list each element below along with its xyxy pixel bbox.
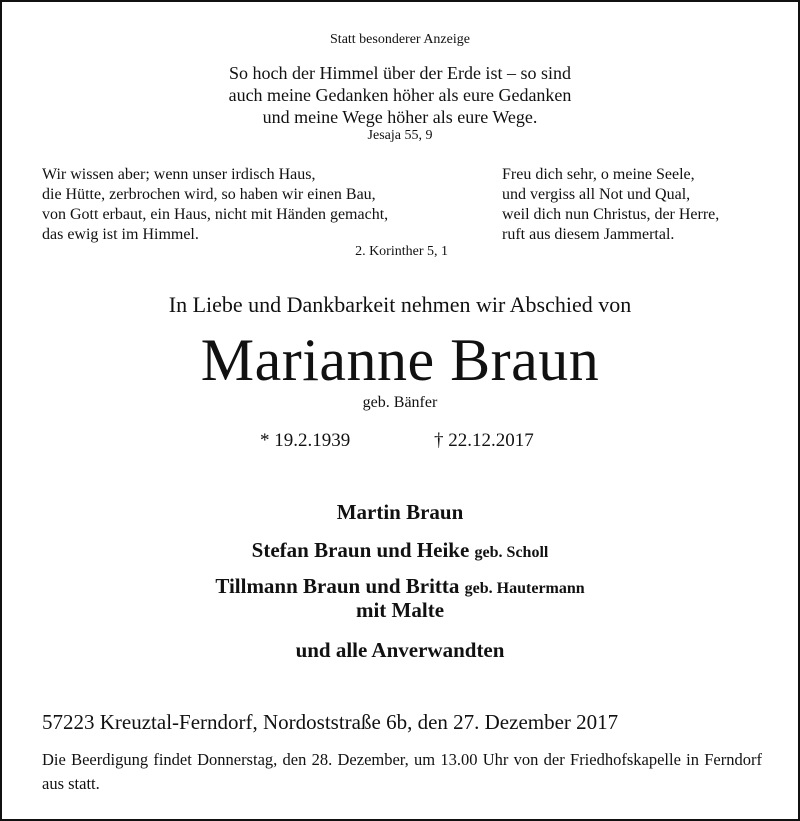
- farewell-intro: In Liebe und Dankbarkeit nehmen wir Abschied von: [168, 292, 632, 317]
- mourner-maiden-note: geb. Hautermann: [464, 580, 585, 597]
- mourner-name: Stefan Braun und Heike: [251, 538, 470, 562]
- main-verse-line: auch meine Gedanken höher als eure Gedanken: [228, 85, 572, 105]
- left-verse-source: 2. Korinther 5, 1: [355, 244, 448, 259]
- deceased-name: Marianne Braun: [200, 327, 600, 393]
- main-verse: [2, 62, 798, 128]
- mourner-row: [2, 598, 798, 623]
- left-verse-line: Wir wissen aber; wenn unser irdisch Haus,: [42, 166, 316, 183]
- main-verse-source: Jesaja 55, 9: [367, 128, 433, 143]
- right-verse-line: weil dich nun Christus, der Herre,: [502, 206, 720, 223]
- main-verse-line: So hoch der Himmel über der Erde ist – so sind: [229, 63, 571, 83]
- mourner-maiden-note: geb. Scholl: [474, 544, 549, 561]
- mourner-name: Martin Braun: [336, 500, 464, 524]
- right-verse-line: Freu dich sehr, o meine Seele,: [502, 166, 695, 183]
- right-verse-line: und vergiss all Not und Qual,: [502, 186, 691, 203]
- right-verse: [502, 165, 792, 245]
- mourner-row: [2, 574, 798, 599]
- mourner-name: Tillmann Braun und Britta: [215, 574, 460, 598]
- left-verse-line: die Hütte, zerbrochen wird, so haben wir einen Bau,: [42, 186, 376, 203]
- funeral-info: Die Beerdigung findet Donnerstag, den 28. Dezember, um 13.00 Uhr von der Friedhofskapelle in Ferndorf aus statt.: [42, 750, 762, 793]
- death-date: † 22.12.2017: [434, 430, 534, 451]
- mourner-row: [2, 638, 798, 663]
- left-verse-line: das ewig ist im Himmel.: [42, 226, 199, 243]
- mourner-relatives: und alle Anverwandten: [295, 638, 505, 662]
- main-verse-line: und meine Wege höher als eure Wege.: [262, 107, 538, 127]
- left-verse-line: von Gott erbaut, ein Haus, nicht mit Händen gemacht,: [42, 206, 389, 223]
- family-address: 57223 Kreuztal-Ferndorf, Nordoststraße 6b, den 27. Dezember 2017: [42, 710, 619, 734]
- maiden-name: geb. Bänfer: [362, 394, 438, 411]
- birth-date: * 19.2.1939: [260, 430, 351, 451]
- right-verse-line: ruft aus diesem Jammertal.: [502, 226, 675, 243]
- left-verse: [42, 165, 452, 245]
- mourner-child: mit Malte: [355, 598, 445, 622]
- mourner-row: [2, 538, 798, 563]
- mourner-row: [2, 500, 798, 525]
- notice-header: Statt besonderer Anzeige: [330, 32, 470, 47]
